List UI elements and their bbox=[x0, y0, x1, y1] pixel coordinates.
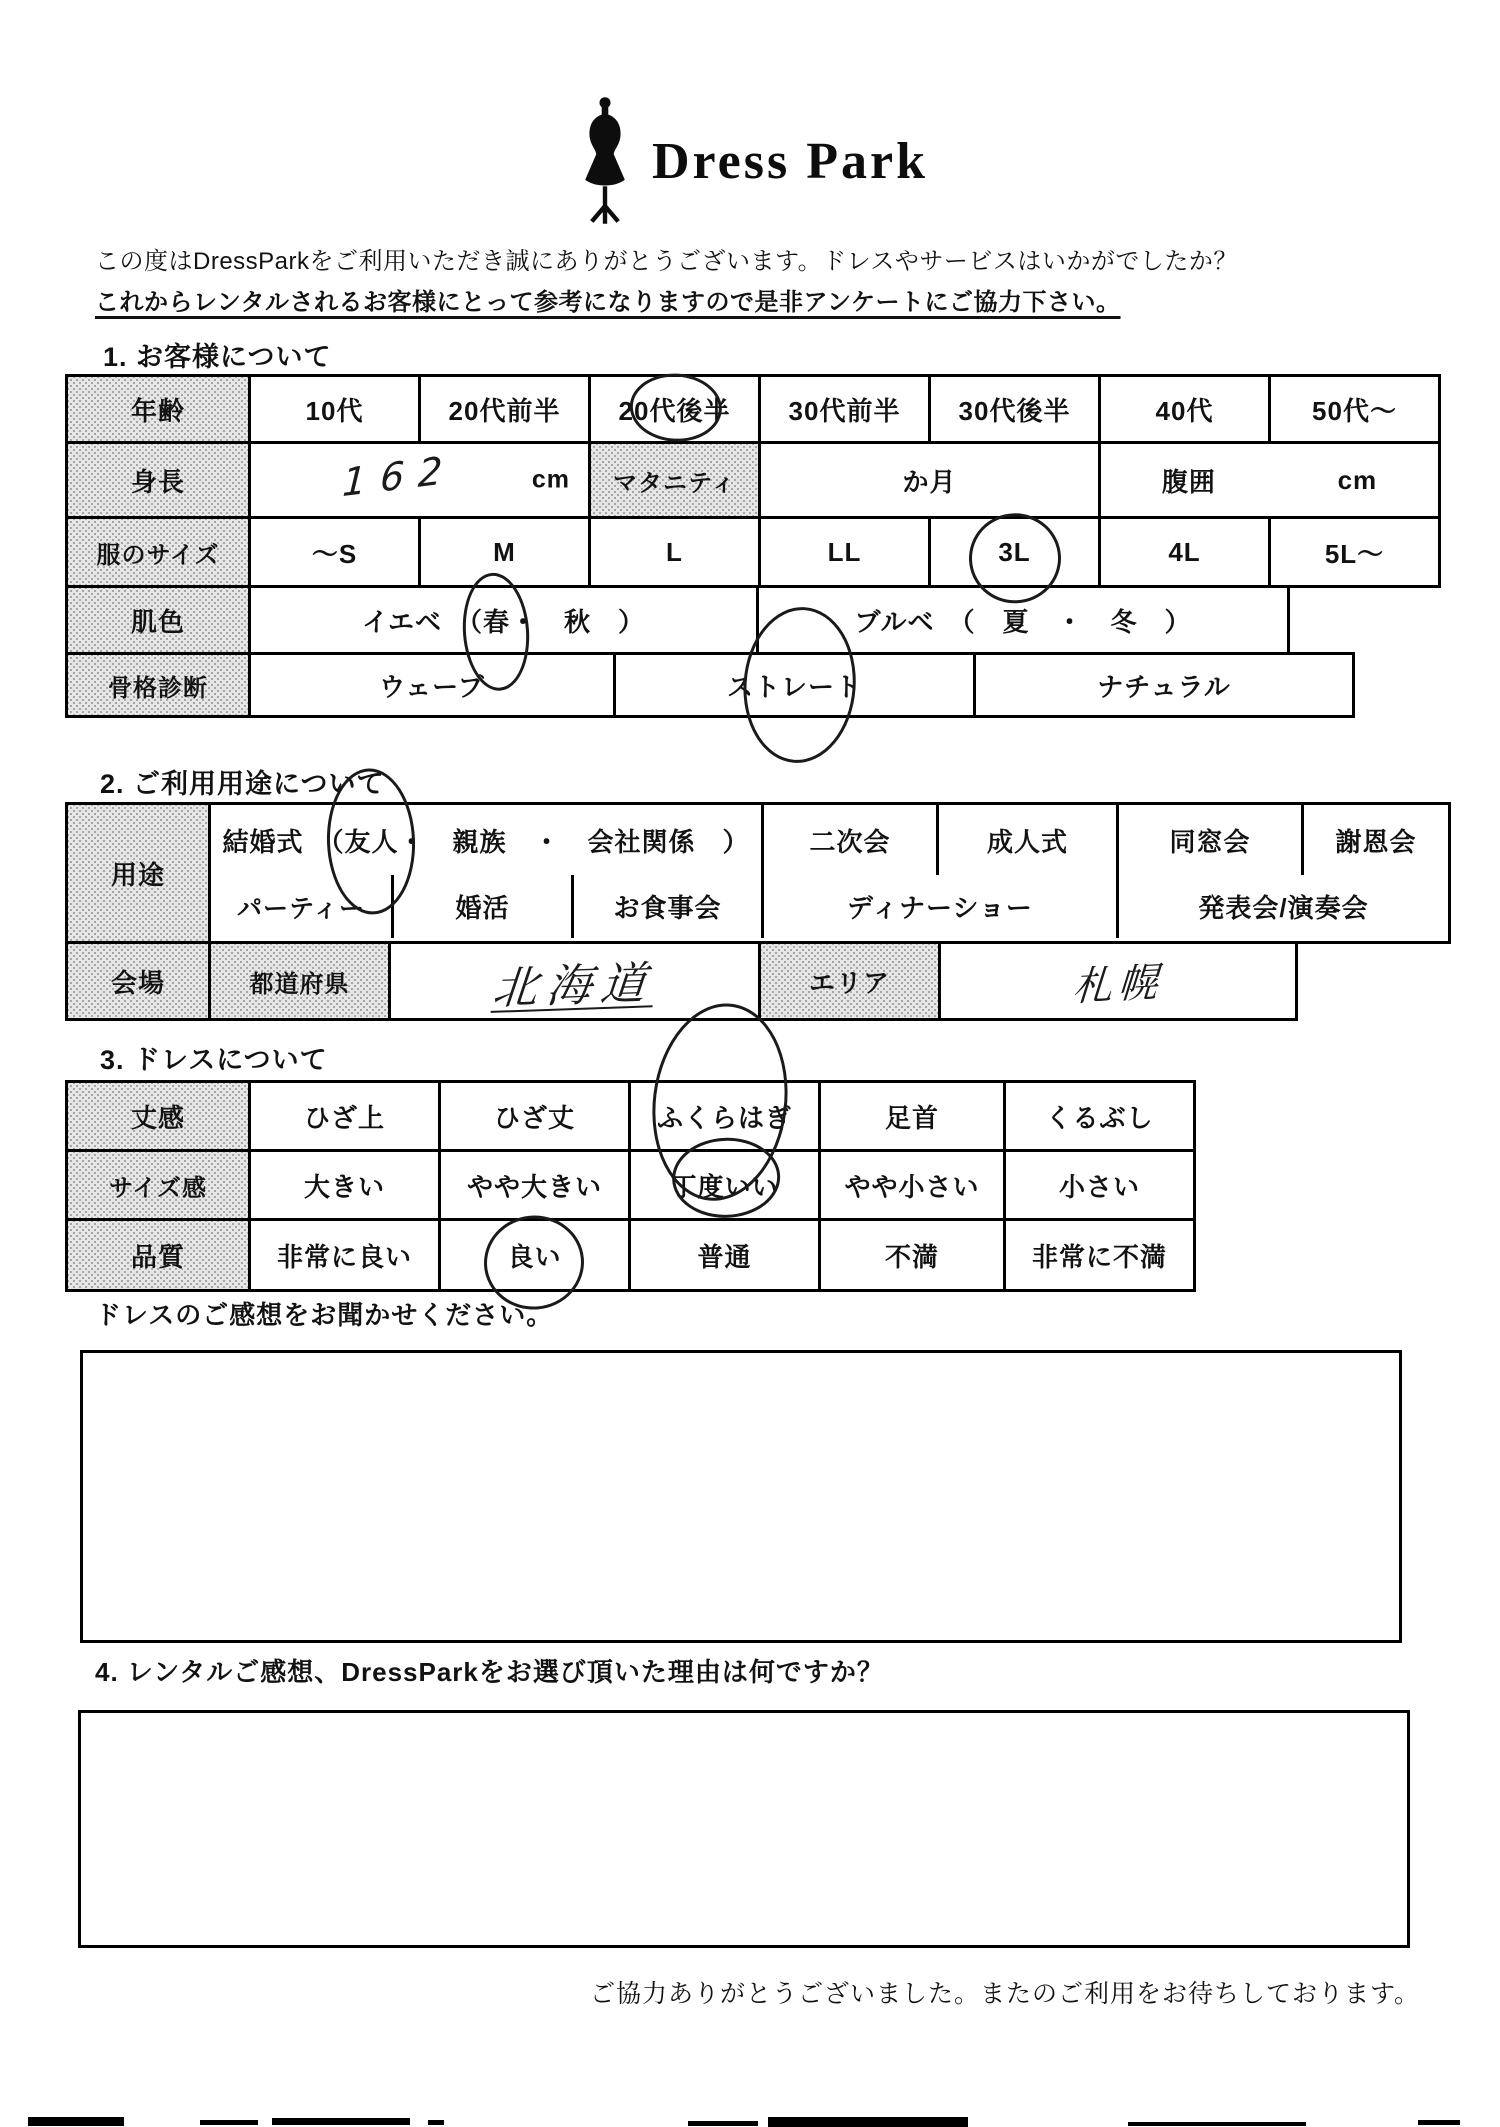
height-value-cell bbox=[248, 444, 588, 516]
skin-tone-blue-cell: ブルベ （ 夏 ・ 冬 ） bbox=[756, 588, 1287, 652]
section1-title: 1. お客様について bbox=[103, 342, 332, 372]
rental-comment-prompt: 4. レンタルご感想、DressParkをお選び頂いた理由は何ですか？ bbox=[95, 1657, 884, 1687]
purpose-recital: 発表会/演奏会 bbox=[1116, 875, 1448, 938]
length-anklebone: くるぶし bbox=[1003, 1083, 1193, 1149]
quality-good-selected: 良い bbox=[438, 1221, 628, 1289]
quality-row bbox=[65, 1218, 1196, 1292]
fit-row bbox=[65, 1149, 1196, 1221]
fit-just-right-selected: 丁度いい bbox=[628, 1152, 818, 1218]
fit-slightly-large: やや大きい bbox=[438, 1152, 628, 1218]
scan-artifact bbox=[272, 2118, 410, 2125]
scan-artifact bbox=[28, 2117, 124, 2126]
fit-label-cell: サイズ感 bbox=[68, 1152, 248, 1218]
quality-dissatisfied: 不満 bbox=[818, 1221, 1003, 1289]
maternity-months-cell: か月 bbox=[758, 444, 1098, 516]
age-row bbox=[65, 374, 1441, 444]
fit-small: 小さい bbox=[1003, 1152, 1193, 1218]
quality-very-good: 非常に良い bbox=[248, 1221, 438, 1289]
scan-artifact bbox=[768, 2117, 968, 2127]
size-option-l: L bbox=[588, 519, 758, 585]
intro-line-2: これからレンタルされるお客様にとって参考になりますので是非アンケートにご協力下さい。 bbox=[95, 289, 1121, 316]
prefecture-handwritten-value: 北海道 bbox=[490, 955, 658, 1015]
size-option-m: M bbox=[418, 519, 588, 585]
dress-comment-box bbox=[80, 1350, 1402, 1643]
waist-cell bbox=[1098, 444, 1438, 516]
logo bbox=[0, 96, 1500, 226]
prefecture-label-cell: 都道府県 bbox=[208, 944, 388, 1018]
quality-label-cell: 品質 bbox=[68, 1221, 248, 1289]
size-option-s: ～S bbox=[248, 519, 418, 585]
purpose-dinner-meal: お食事会 bbox=[571, 875, 761, 938]
height-label-cell: 身長 bbox=[68, 444, 248, 516]
section3-title: 3. ドレスについて bbox=[100, 1045, 328, 1075]
dress-comment-prompt: ドレスのご感想をお聞かせください。 bbox=[95, 1300, 554, 1330]
clothing-size-label-cell: 服のサイズ bbox=[68, 519, 248, 585]
usage-row-1 bbox=[211, 805, 1448, 878]
quality-normal: 普通 bbox=[628, 1221, 818, 1289]
area-value-cell bbox=[938, 944, 1295, 1018]
area-label-cell: エリア bbox=[758, 944, 938, 1018]
rental-comment-box bbox=[78, 1710, 1410, 1948]
age-option-30s-late: 30代後半 bbox=[928, 377, 1098, 441]
purpose-thanks-party: 謝恩会 bbox=[1301, 805, 1448, 875]
size-option-4l: 4L bbox=[1098, 519, 1268, 585]
maternity-label-cell: マタニティ bbox=[588, 444, 758, 516]
purpose-konkatsu: 婚活 bbox=[391, 875, 571, 938]
usage-table bbox=[65, 802, 1451, 1021]
skin-tone-row bbox=[65, 585, 1290, 655]
dress-form-icon bbox=[572, 96, 638, 226]
customer-table bbox=[65, 374, 1441, 718]
purpose-dinner-show: ディナーショー bbox=[761, 875, 1116, 938]
skeleton-option-wave: ウェーブ bbox=[248, 655, 613, 715]
skeleton-option-straight-selected: ストレート bbox=[613, 655, 973, 715]
dress-table bbox=[65, 1080, 1196, 1292]
usage-row-2 bbox=[211, 875, 1448, 938]
skin-tone-label-cell: 肌色 bbox=[68, 588, 248, 652]
quality-very-dissatisfied: 非常に不満 bbox=[1003, 1221, 1193, 1289]
fit-slightly-small: やや小さい bbox=[818, 1152, 1003, 1218]
scan-artifact bbox=[1418, 2120, 1460, 2125]
age-option-20s-early: 20代前半 bbox=[418, 377, 588, 441]
scan-artifact bbox=[200, 2120, 258, 2125]
size-option-ll: LL bbox=[758, 519, 928, 585]
height-handwritten-value: 162 bbox=[341, 446, 458, 506]
age-option-20s-late-selected: 20代後半 bbox=[588, 377, 758, 441]
length-row bbox=[65, 1080, 1196, 1152]
age-option-50s: 50代～ bbox=[1268, 377, 1438, 441]
length-above-knee: ひざ上 bbox=[248, 1083, 438, 1149]
purpose-afterparty: 二次会 bbox=[761, 805, 936, 875]
waist-unit: cm bbox=[1337, 464, 1378, 495]
length-knee: ひざ丈 bbox=[438, 1083, 628, 1149]
length-ankle: 足首 bbox=[818, 1083, 1003, 1149]
scan-artifact bbox=[688, 2121, 758, 2126]
size-option-3l-selected: 3L bbox=[928, 519, 1098, 585]
age-option-10s: 10代 bbox=[248, 377, 418, 441]
purpose-wedding-selected: 結婚式 （ 友人 ・ 親族 ・ 会社関係 ） bbox=[211, 805, 761, 875]
skeleton-row bbox=[65, 652, 1355, 718]
waist-label: 腹囲 bbox=[1161, 466, 1216, 497]
brand-name: Dress Park bbox=[651, 132, 928, 190]
clothing-size-row bbox=[65, 516, 1441, 588]
purpose-reunion: 同窓会 bbox=[1116, 805, 1301, 875]
section2-title: 2. ご利用用途について bbox=[100, 769, 385, 799]
usage-upper-block bbox=[65, 802, 1451, 944]
prefecture-value-cell bbox=[388, 944, 758, 1018]
scan-artifact bbox=[1128, 2122, 1306, 2126]
scan-artifact bbox=[428, 2120, 444, 2125]
age-option-40s: 40代 bbox=[1098, 377, 1268, 441]
height-row bbox=[65, 441, 1441, 519]
usage-label-cell: 用途 bbox=[68, 805, 208, 941]
skeleton-label-cell: 骨格診断 bbox=[68, 655, 248, 715]
length-label-cell: 丈感 bbox=[68, 1083, 248, 1149]
footer-thanks: ご協力ありがとうございました。またのご利用をお待ちしております。 bbox=[589, 1980, 1420, 2008]
purpose-party: パーティー bbox=[236, 894, 365, 923]
intro-line-1: この度はDressParkをご利用いただき誠にありがとうございます。ドレスやサービスはいかがでしたか？ bbox=[95, 248, 1238, 275]
venue-label-cell: 会場 bbox=[68, 944, 208, 1018]
length-calf-selected: ふくらはぎ bbox=[628, 1083, 818, 1149]
skin-tone-yellow-cell: イエベ （ 春 ・ 秋 ） bbox=[248, 588, 756, 652]
area-handwritten-value: 札幌 bbox=[1071, 959, 1165, 1010]
age-label-cell: 年齢 bbox=[68, 377, 248, 441]
venue-row bbox=[65, 941, 1298, 1021]
purpose-coming-of-age: 成人式 bbox=[936, 805, 1116, 875]
age-option-30s-early: 30代前半 bbox=[758, 377, 928, 441]
fit-large: 大きい bbox=[248, 1152, 438, 1218]
height-unit: cm bbox=[531, 465, 570, 494]
skeleton-option-natural: ナチュラル bbox=[973, 655, 1352, 715]
size-option-5l: 5L～ bbox=[1268, 519, 1438, 585]
